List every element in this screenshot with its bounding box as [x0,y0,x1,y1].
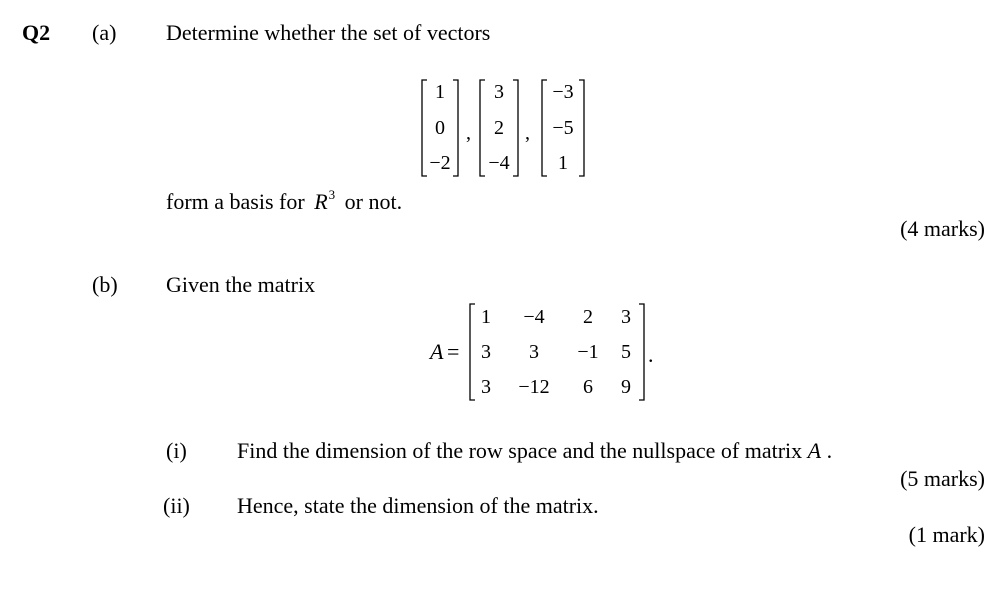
part-a-marks: (4 marks) [900,216,985,241]
vector-separator-1: , [466,122,471,144]
sub-ii-text: Hence, state the dimension of the matrix. [237,493,599,518]
matrix-equals: = [447,339,460,364]
sub-ii-marks: (1 mark) [908,522,985,547]
question-number: Q2 [22,20,51,45]
part-a-closing-suffix: or not. [344,189,403,214]
vector-separator-2: , [525,122,530,144]
sub-i-label: (i) [166,438,187,463]
vector-1-entry-1: 1 [435,81,445,103]
sub-i-marks: (5 marks) [900,466,985,491]
space-symbol: R [314,189,328,214]
matrix-a-cell-2-3: −1 [577,341,599,363]
vector-1 [420,78,460,178]
matrix-a-cell-3-4: 9 [621,376,631,398]
part-a-closing [166,187,403,214]
part-a-closing-prefix: form a basis for [166,189,305,214]
part-a-intro: Determine whether the set of vectors [166,20,491,45]
matrix-a-cell-3-1: 3 [481,376,491,398]
vector-3 [540,78,586,178]
vector-2-entry-3: −4 [488,152,510,174]
sub-i-text: Find the dimension of the row space and the nullspace of matrix [237,438,803,463]
part-b-label: (b) [92,272,118,297]
sub-i-end: . [826,438,833,463]
matrix-a-cell-2-2: 3 [529,341,539,363]
vector-2 [478,78,520,178]
matrix-a-cell-3-2: −12 [518,376,550,398]
vector-1-entry-2: 0 [435,117,445,139]
vector-2-entry-1: 3 [494,81,504,103]
matrix-a [468,302,646,402]
matrix-a-cell-1-3: 2 [583,306,593,328]
matrix-a-cell-3-3: 6 [583,376,593,398]
sub-i-question [237,440,832,462]
matrix-a-cell-2-4: 5 [621,341,631,363]
part-b-intro: Given the matrix [166,272,316,297]
matrix-a-cell-2-1: 3 [481,341,491,363]
matrix-period: . [648,342,654,367]
vector-3-entry-2: −5 [552,117,574,139]
vector-1-entry-3: −2 [429,152,451,174]
matrix-a-cell-1-1: 1 [481,306,491,328]
space-exponent: 3 [328,187,336,202]
sub-i-symbol: A [807,438,822,463]
vector-3-entry-1: −3 [552,81,574,103]
matrix-a-cell-1-4: 3 [621,306,631,328]
matrix-a-cell-1-2: −4 [523,306,545,328]
part-a-label: (a) [92,20,117,45]
vector-3-entry-3: 1 [558,152,568,174]
matrix-name: A [430,339,444,364]
vector-2-entry-2: 2 [494,117,504,139]
sub-ii-label: (ii) [163,493,190,518]
